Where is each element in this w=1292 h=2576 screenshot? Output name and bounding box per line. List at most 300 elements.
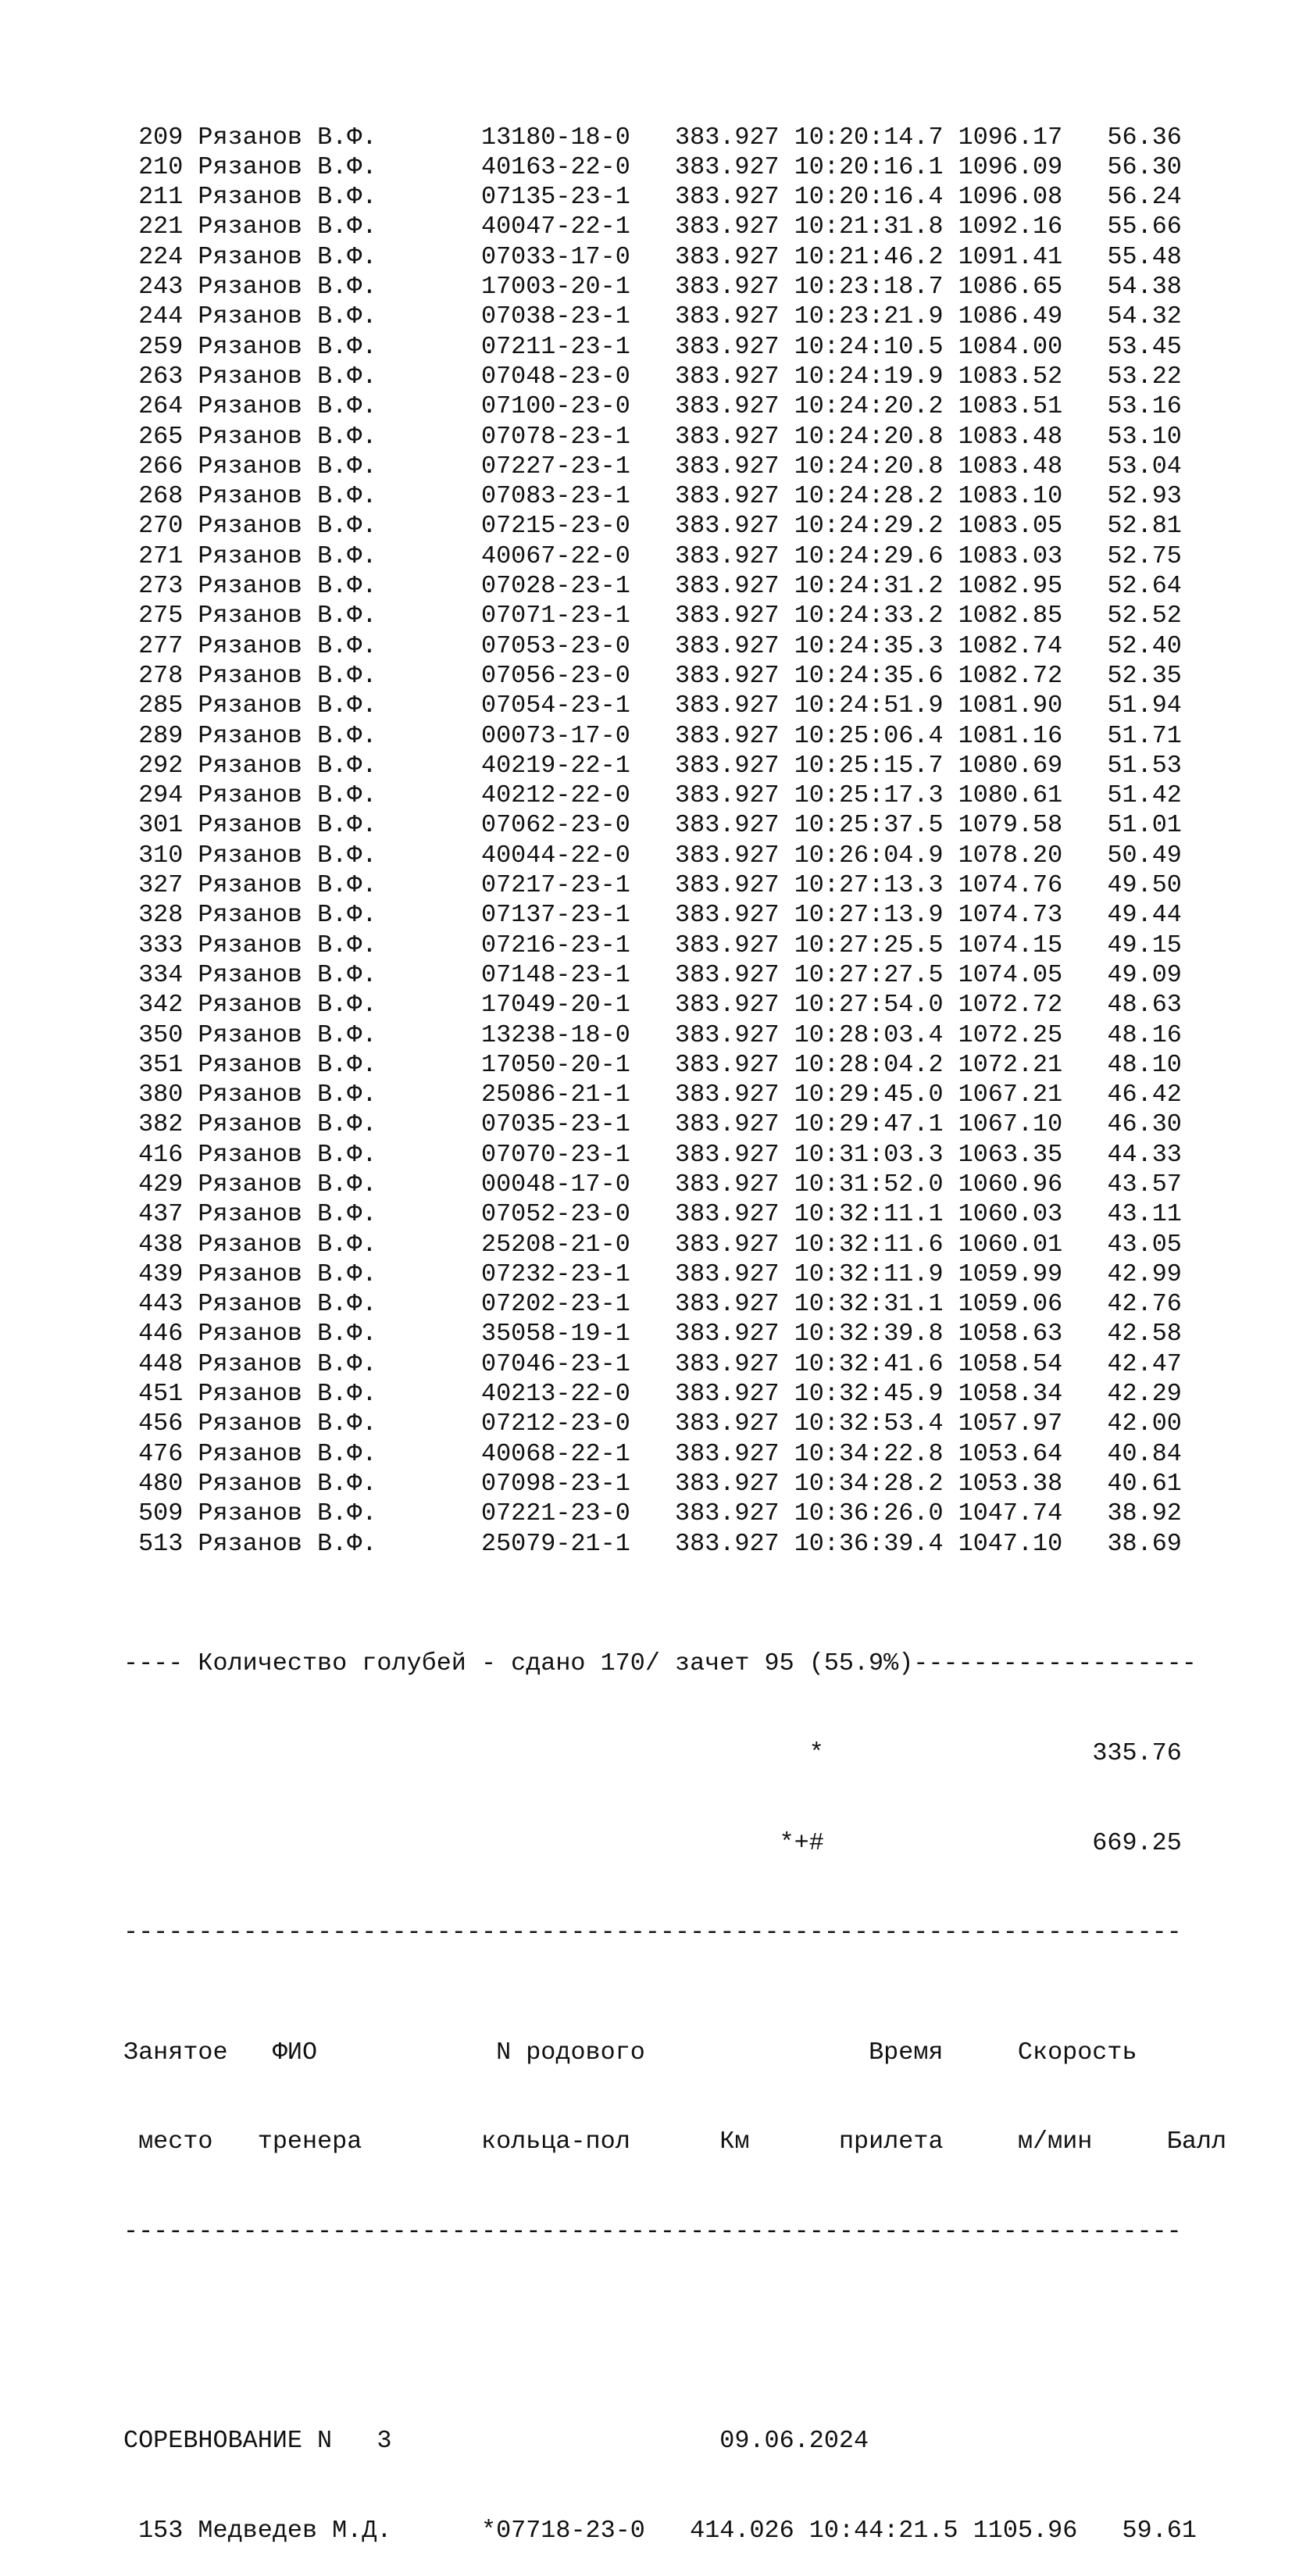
mark-cell bbox=[451, 1200, 481, 1228]
score-cell: 55.48 bbox=[1092, 242, 1182, 271]
table-row bbox=[123, 1499, 1226, 1528]
speed-cell: 1060.96 bbox=[958, 1170, 1063, 1199]
score-cell: 43.57 bbox=[1092, 1170, 1182, 1199]
speed-cell: 1072.25 bbox=[958, 1020, 1063, 1049]
score-cell: 42.00 bbox=[1092, 1409, 1182, 1438]
distance-cell: 383.927 bbox=[675, 1499, 780, 1528]
mark-cell bbox=[451, 991, 481, 1019]
speed-cell: 1082.95 bbox=[958, 572, 1063, 601]
results-document bbox=[123, 63, 1226, 2576]
speed-cell: 1083.48 bbox=[958, 422, 1063, 451]
mark-cell bbox=[451, 153, 481, 181]
mark-cell bbox=[451, 123, 481, 152]
trainer-name-cell: Рязанов В.Ф. bbox=[198, 213, 451, 241]
score-cell: 49.50 bbox=[1092, 871, 1182, 900]
table-row bbox=[123, 721, 1226, 751]
trainer-name-cell: Рязанов В.Ф. bbox=[198, 1259, 451, 1288]
distance-cell: 383.927 bbox=[675, 242, 780, 271]
trainer-name-cell: Рязанов В.Ф. bbox=[198, 422, 451, 451]
ring-number-cell: 07062-23-0 bbox=[480, 811, 630, 840]
ring-number-cell: 07217-23-1 bbox=[480, 871, 630, 900]
table-row bbox=[123, 481, 1226, 511]
arrival-time-cell: 10:27:54.0 bbox=[794, 991, 944, 1020]
arrival-time-cell: 10:32:39.8 bbox=[794, 1320, 944, 1349]
distance-cell: 383.927 bbox=[675, 1170, 780, 1199]
speed-cell: 1074.05 bbox=[958, 960, 1063, 989]
speed-cell: 1059.06 bbox=[958, 1290, 1063, 1319]
table-row bbox=[123, 1170, 1226, 1199]
table-row bbox=[123, 1020, 1226, 1050]
ring-number-cell: 40163-22-0 bbox=[480, 152, 630, 181]
trainer-name-cell: Рязанов В.Ф. bbox=[198, 332, 451, 361]
score-cell: 52.93 bbox=[1092, 482, 1182, 511]
table-row bbox=[123, 931, 1226, 960]
ring-number-cell: 07227-23-1 bbox=[480, 452, 630, 481]
blank-line bbox=[123, 2306, 1226, 2336]
trainer-name-cell: Рязанов В.Ф. bbox=[198, 1230, 451, 1259]
score-cell: 50.49 bbox=[1092, 841, 1182, 870]
score-cell: 53.16 bbox=[1092, 392, 1182, 421]
score-cell: 51.71 bbox=[1092, 721, 1182, 750]
arrival-time-cell: 10:20:16.1 bbox=[794, 152, 944, 181]
ring-number-cell: 40212-22-0 bbox=[480, 781, 630, 810]
place-cell: 480 bbox=[123, 1469, 184, 1498]
speed-cell: 1083.10 bbox=[958, 482, 1063, 511]
place-cell: 328 bbox=[123, 901, 184, 930]
score-cell: 49.09 bbox=[1092, 960, 1182, 989]
mark-cell bbox=[451, 1409, 481, 1438]
score-cell: 56.36 bbox=[1092, 123, 1182, 152]
table-row bbox=[123, 182, 1226, 212]
place-cell: 211 bbox=[123, 183, 184, 212]
ring-number-cell: 07028-23-1 bbox=[480, 572, 630, 601]
score-cell: 46.42 bbox=[1092, 1081, 1182, 1109]
mark-cell bbox=[451, 363, 481, 391]
score-cell: 40.61 bbox=[1092, 1469, 1182, 1498]
place-cell: 301 bbox=[123, 811, 184, 840]
score-cell: 56.30 bbox=[1092, 152, 1182, 181]
mark-cell bbox=[451, 1440, 481, 1468]
header-name-line1: ФИО bbox=[272, 2038, 318, 2067]
speed-cell: 1092.16 bbox=[958, 213, 1063, 241]
speed-cell: 1086.65 bbox=[958, 273, 1063, 302]
speed-cell: 1074.15 bbox=[958, 931, 1063, 959]
score-cell: 42.99 bbox=[1092, 1259, 1182, 1288]
trainer-name-cell: Рязанов В.Ф. bbox=[198, 751, 451, 780]
table-row bbox=[123, 362, 1226, 391]
speed-cell: 1081.16 bbox=[958, 721, 1063, 750]
place-cell: 265 bbox=[123, 422, 184, 451]
header-time-line2: прилета bbox=[838, 2128, 944, 2156]
arrival-time-cell: 10:20:16.4 bbox=[794, 183, 944, 212]
score-cell: 52.40 bbox=[1092, 631, 1182, 660]
table-row bbox=[123, 1349, 1226, 1379]
trainer-name-cell: Рязанов В.Ф. bbox=[198, 901, 451, 930]
ring-number-cell: 07212-23-0 bbox=[480, 1409, 630, 1438]
competition-label: СОРЕВНОВАНИЕ N 3 bbox=[123, 2427, 392, 2456]
mark-cell bbox=[451, 482, 481, 510]
trainer-name-cell: Рязанов В.Ф. bbox=[198, 661, 451, 690]
distance-cell: 383.927 bbox=[675, 841, 780, 870]
place-cell: 243 bbox=[123, 273, 184, 302]
distance-cell: 383.927 bbox=[675, 631, 780, 660]
place-cell: 350 bbox=[123, 1020, 184, 1049]
arrival-time-cell: 10:24:20.2 bbox=[794, 392, 944, 421]
place-cell: 438 bbox=[123, 1230, 184, 1259]
ring-number-cell: 07137-23-1 bbox=[480, 901, 630, 930]
mark-cell bbox=[451, 1170, 481, 1199]
mark-cell bbox=[451, 1260, 481, 1288]
speed-cell: 1083.03 bbox=[958, 541, 1063, 570]
mark-cell bbox=[451, 901, 481, 929]
ring-number-cell: 07083-23-1 bbox=[480, 482, 630, 511]
score-cell: 38.92 bbox=[1092, 1499, 1182, 1528]
arrival-time-cell: 10:25:17.3 bbox=[794, 781, 944, 810]
distance-cell: 383.927 bbox=[675, 871, 780, 900]
ring-number-cell: 07078-23-1 bbox=[480, 422, 630, 451]
summary-starplus-line bbox=[123, 1828, 1226, 1858]
trainer-name-cell: Рязанов В.Ф. bbox=[198, 1349, 451, 1378]
distance-cell: 383.927 bbox=[675, 123, 780, 152]
mark-cell bbox=[451, 752, 481, 780]
speed-cell: 1083.05 bbox=[958, 512, 1063, 541]
place-cell: 448 bbox=[123, 1349, 184, 1378]
score-cell: 46.30 bbox=[1092, 1110, 1182, 1139]
speed-cell: 1105.96 bbox=[973, 2517, 1078, 2546]
ring-number-cell: 35058-19-1 bbox=[480, 1320, 630, 1349]
table-row bbox=[123, 1529, 1226, 1559]
distance-cell: 383.927 bbox=[675, 1110, 780, 1139]
arrival-time-cell: 10:25:37.5 bbox=[794, 811, 944, 840]
score-cell: 42.29 bbox=[1092, 1380, 1182, 1409]
competition-date: 09.06.2024 bbox=[719, 2427, 869, 2456]
speed-cell: 1096.09 bbox=[958, 152, 1063, 181]
ring-number-cell: 25208-21-0 bbox=[480, 1230, 630, 1259]
trainer-name-cell: Рязанов В.Ф. bbox=[198, 871, 451, 900]
score-cell: 54.32 bbox=[1092, 302, 1182, 331]
distance-cell: 383.927 bbox=[675, 1409, 780, 1438]
score-cell: 44.33 bbox=[1092, 1140, 1182, 1169]
trainer-name-cell: Рязанов В.Ф. bbox=[198, 302, 451, 331]
arrival-time-cell: 10:24:20.8 bbox=[794, 422, 944, 451]
trainer-name-cell: Рязанов В.Ф. bbox=[198, 1499, 451, 1528]
ring-number-cell: 07033-17-0 bbox=[480, 242, 630, 271]
distance-cell: 383.927 bbox=[675, 1469, 780, 1498]
score-cell: 54.38 bbox=[1092, 273, 1182, 302]
speed-cell: 1063.35 bbox=[958, 1140, 1063, 1169]
place-cell: 310 bbox=[123, 841, 184, 870]
results-table-body bbox=[123, 123, 1226, 1559]
place-cell: 443 bbox=[123, 1290, 184, 1319]
arrival-time-cell: 10:24:19.9 bbox=[794, 362, 944, 391]
place-cell: 513 bbox=[123, 1529, 184, 1558]
distance-cell: 383.927 bbox=[675, 1230, 780, 1259]
score-cell: 43.05 bbox=[1092, 1230, 1182, 1259]
table-row bbox=[123, 1230, 1226, 1259]
ring-number-cell: 17050-20-1 bbox=[480, 1050, 630, 1079]
place-cell: 244 bbox=[123, 302, 184, 331]
arrival-time-cell: 10:34:22.8 bbox=[794, 1439, 944, 1468]
arrival-time-cell: 10:24:20.8 bbox=[794, 452, 944, 481]
place-cell: 334 bbox=[123, 960, 184, 989]
trainer-name-cell: Рязанов В.Ф. bbox=[198, 482, 451, 511]
table-row bbox=[123, 152, 1226, 182]
mark-cell bbox=[451, 1499, 481, 1527]
mark-cell bbox=[451, 961, 481, 989]
ring-number-cell: 40044-22-0 bbox=[480, 841, 630, 870]
arrival-time-cell: 10:26:04.9 bbox=[794, 841, 944, 870]
table-row bbox=[123, 1050, 1226, 1080]
trainer-name-cell: Рязанов В.Ф. bbox=[198, 152, 451, 181]
summary-star-line bbox=[123, 1738, 1226, 1768]
trainer-name-cell: Рязанов В.Ф. bbox=[198, 1469, 451, 1498]
arrival-time-cell: 10:44:21.5 bbox=[808, 2517, 958, 2546]
speed-cell: 1074.76 bbox=[958, 871, 1063, 900]
table-row bbox=[123, 661, 1226, 691]
trainer-name-cell: Рязанов В.Ф. bbox=[198, 392, 451, 421]
arrival-time-cell: 10:31:03.3 bbox=[794, 1140, 944, 1169]
place-cell: 270 bbox=[123, 512, 184, 541]
distance-cell: 383.927 bbox=[675, 1380, 780, 1409]
distance-cell: 383.927 bbox=[675, 661, 780, 690]
separator-top: ----------------------------------------------------------------------- bbox=[123, 1918, 1182, 1947]
distance-cell: 383.927 bbox=[675, 392, 780, 421]
trainer-name-cell: Рязанов В.Ф. bbox=[198, 183, 451, 212]
distance-cell: 383.927 bbox=[675, 1320, 780, 1349]
distance-cell: 383.927 bbox=[675, 422, 780, 451]
table-row bbox=[123, 900, 1226, 930]
score-cell: 51.42 bbox=[1092, 781, 1182, 810]
speed-cell: 1067.10 bbox=[958, 1110, 1063, 1139]
score-cell: 51.94 bbox=[1092, 691, 1182, 720]
trainer-name-cell: Медведев М.Д. bbox=[198, 2517, 451, 2546]
ring-number-cell: 25086-21-1 bbox=[480, 1081, 630, 1109]
mark-cell bbox=[451, 1081, 481, 1109]
ring-number-cell: 25079-21-1 bbox=[480, 1529, 630, 1558]
mark-cell bbox=[451, 423, 481, 451]
score-cell: 48.10 bbox=[1092, 1050, 1182, 1079]
place-cell: 456 bbox=[123, 1409, 184, 1438]
table-row bbox=[123, 1469, 1226, 1499]
arrival-time-cell: 10:21:31.8 bbox=[794, 213, 944, 241]
table-row bbox=[123, 1409, 1226, 1438]
ring-number-cell: 07048-23-0 bbox=[480, 362, 630, 391]
trainer-name-cell: Рязанов В.Ф. bbox=[198, 691, 451, 720]
score-cell: 38.69 bbox=[1092, 1529, 1182, 1558]
place-cell: 439 bbox=[123, 1259, 184, 1288]
place-cell: 285 bbox=[123, 691, 184, 720]
ring-number-cell: 07098-23-1 bbox=[480, 1469, 630, 1498]
speed-cell: 1079.58 bbox=[958, 811, 1063, 840]
score-cell: 43.11 bbox=[1092, 1200, 1182, 1229]
place-cell: 266 bbox=[123, 452, 184, 481]
place-cell: 277 bbox=[123, 631, 184, 660]
table-row bbox=[123, 1289, 1226, 1319]
score-cell: 53.22 bbox=[1092, 362, 1182, 391]
trainer-name-cell: Рязанов В.Ф. bbox=[198, 1200, 451, 1229]
table-row bbox=[123, 810, 1226, 840]
table-row bbox=[123, 781, 1226, 810]
ring-number-cell: 00048-17-0 bbox=[480, 1170, 630, 1199]
header-name-line2: тренера bbox=[257, 2128, 362, 2156]
speed-cell: 1057.97 bbox=[958, 1409, 1063, 1438]
table-row bbox=[123, 422, 1226, 452]
place-cell: 333 bbox=[123, 931, 184, 959]
speed-cell: 1072.72 bbox=[958, 991, 1063, 1020]
place-cell: 224 bbox=[123, 242, 184, 271]
score-cell: 55.66 bbox=[1092, 213, 1182, 241]
header-place-line1: Занятое bbox=[123, 2038, 228, 2067]
speed-cell: 1084.00 bbox=[958, 332, 1063, 361]
mark-cell bbox=[451, 392, 481, 420]
score-cell: 53.10 bbox=[1092, 422, 1182, 451]
speed-cell: 1083.52 bbox=[958, 362, 1063, 391]
trainer-name-cell: Рязанов В.Ф. bbox=[198, 1140, 451, 1169]
mark-cell: * bbox=[451, 2517, 497, 2546]
speed-cell: 1053.64 bbox=[958, 1439, 1063, 1468]
arrival-time-cell: 10:32:11.1 bbox=[794, 1200, 944, 1229]
place-cell: 429 bbox=[123, 1170, 184, 1199]
trainer-name-cell: Рязанов В.Ф. bbox=[198, 1110, 451, 1139]
mark-cell bbox=[451, 841, 481, 870]
trainer-name-cell: Рязанов В.Ф. bbox=[198, 1439, 451, 1468]
trainer-name-cell: Рязанов В.Ф. bbox=[198, 242, 451, 271]
place-cell: 351 bbox=[123, 1050, 184, 1079]
mark-cell bbox=[451, 691, 481, 720]
arrival-time-cell: 10:34:28.2 bbox=[794, 1469, 944, 1498]
mark-cell bbox=[451, 1350, 481, 1378]
place-cell: 476 bbox=[123, 1439, 184, 1468]
header-place-line2: место bbox=[123, 2128, 213, 2156]
arrival-time-cell: 10:36:26.0 bbox=[794, 1499, 944, 1528]
score-cell: 42.58 bbox=[1092, 1320, 1182, 1349]
mark-cell bbox=[451, 542, 481, 570]
place-cell: 327 bbox=[123, 871, 184, 900]
ring-number-cell: 13180-18-0 bbox=[480, 123, 630, 152]
header-km: Км bbox=[719, 2128, 750, 2156]
score-cell: 53.04 bbox=[1092, 452, 1182, 481]
distance-cell: 383.927 bbox=[675, 1140, 780, 1169]
place-cell: 509 bbox=[123, 1499, 184, 1528]
ring-number-cell: 40219-22-1 bbox=[480, 751, 630, 780]
score-cell: 52.35 bbox=[1092, 661, 1182, 690]
trainer-name-cell: Рязанов В.Ф. bbox=[198, 931, 451, 959]
speed-cell: 1096.08 bbox=[958, 183, 1063, 212]
mark-cell bbox=[451, 1021, 481, 1049]
next-competition-row bbox=[123, 2516, 1226, 2546]
separator-bottom: ----------------------------------------------------------------------- bbox=[123, 2217, 1182, 2246]
arrival-time-cell: 10:24:51.9 bbox=[794, 691, 944, 720]
score-cell: 51.01 bbox=[1092, 811, 1182, 840]
arrival-time-cell: 10:24:29.6 bbox=[794, 541, 944, 570]
distance-cell: 383.927 bbox=[675, 960, 780, 989]
arrival-time-cell: 10:24:33.2 bbox=[794, 602, 944, 631]
ring-number-cell: 07211-23-1 bbox=[480, 332, 630, 361]
place-cell: 271 bbox=[123, 541, 184, 570]
ring-number-cell: 07232-23-1 bbox=[480, 1259, 630, 1288]
place-cell: 259 bbox=[123, 332, 184, 361]
score-cell: 53.45 bbox=[1092, 332, 1182, 361]
ring-number-cell: 07070-23-1 bbox=[480, 1140, 630, 1169]
table-row bbox=[123, 302, 1226, 331]
speed-cell: 1083.51 bbox=[958, 392, 1063, 421]
table-row bbox=[123, 1140, 1226, 1170]
table-row bbox=[123, 571, 1226, 601]
table-row bbox=[123, 841, 1226, 870]
place-cell: 263 bbox=[123, 362, 184, 391]
ring-number-cell: 17003-20-1 bbox=[480, 273, 630, 302]
mark-cell bbox=[451, 781, 481, 809]
trainer-name-cell: Рязанов В.Ф. bbox=[198, 123, 451, 152]
mark-cell bbox=[451, 452, 481, 481]
distance-cell: 383.927 bbox=[675, 183, 780, 212]
table-row bbox=[123, 691, 1226, 720]
distance-cell: 383.927 bbox=[675, 1050, 780, 1079]
trainer-name-cell: Рязанов В.Ф. bbox=[198, 1050, 451, 1079]
mark-cell bbox=[451, 602, 481, 630]
trainer-name-cell: Рязанов В.Ф. bbox=[198, 1380, 451, 1409]
mark-cell bbox=[451, 811, 481, 839]
column-header-line-2 bbox=[123, 2127, 1226, 2156]
distance-cell: 383.927 bbox=[675, 1200, 780, 1229]
header-speed-line2: м/мин bbox=[1017, 2128, 1093, 2156]
distance-cell: 383.927 bbox=[675, 1259, 780, 1288]
mark-cell bbox=[451, 273, 481, 301]
distance-cell: 383.927 bbox=[675, 452, 780, 481]
trainer-name-cell: Рязанов В.Ф. bbox=[198, 1170, 451, 1199]
distance-cell: 383.927 bbox=[675, 1529, 780, 1558]
speed-cell: 1074.73 bbox=[958, 901, 1063, 930]
mark-cell bbox=[451, 183, 481, 211]
summary-starplus-value: 669.25 bbox=[1092, 1828, 1182, 1857]
distance-cell: 383.927 bbox=[675, 901, 780, 930]
summary-starplus-label: *+# bbox=[779, 1828, 824, 1857]
table-row bbox=[123, 1199, 1226, 1229]
trainer-name-cell: Рязанов В.Ф. bbox=[198, 841, 451, 870]
ring-number-cell: 07100-23-0 bbox=[480, 392, 630, 421]
score-cell: 56.24 bbox=[1092, 183, 1182, 212]
distance-cell: 383.927 bbox=[675, 512, 780, 541]
place-cell: 294 bbox=[123, 781, 184, 810]
summary-star-label: * bbox=[808, 1738, 824, 1767]
table-row bbox=[123, 1109, 1226, 1139]
mark-cell bbox=[451, 512, 481, 540]
speed-cell: 1058.34 bbox=[958, 1380, 1063, 1409]
distance-cell: 414.026 bbox=[690, 2517, 794, 2546]
speed-cell: 1059.99 bbox=[958, 1259, 1063, 1288]
place-cell: 451 bbox=[123, 1380, 184, 1409]
distance-cell: 383.927 bbox=[675, 751, 780, 780]
ring-number-cell: 00073-17-0 bbox=[480, 721, 630, 750]
mark-cell bbox=[451, 213, 481, 241]
ring-number-cell: 07202-23-1 bbox=[480, 1290, 630, 1319]
table-row bbox=[123, 242, 1226, 272]
speed-cell: 1067.21 bbox=[958, 1081, 1063, 1109]
score-cell: 59.61 bbox=[1107, 2517, 1197, 2546]
place-cell: 209 bbox=[123, 123, 184, 152]
arrival-time-cell: 10:24:29.2 bbox=[794, 512, 944, 541]
ring-number-cell: 40047-22-1 bbox=[480, 213, 630, 241]
speed-cell: 1082.74 bbox=[958, 631, 1063, 660]
score-cell: 48.16 bbox=[1092, 1020, 1182, 1049]
place-cell: 289 bbox=[123, 721, 184, 750]
mark-cell bbox=[451, 931, 481, 959]
ring-number-cell: 07216-23-1 bbox=[480, 931, 630, 959]
mark-cell bbox=[451, 722, 481, 750]
distance-cell: 383.927 bbox=[675, 1081, 780, 1109]
speed-cell: 1058.54 bbox=[958, 1349, 1063, 1378]
trainer-name-cell: Рязанов В.Ф. bbox=[198, 721, 451, 750]
